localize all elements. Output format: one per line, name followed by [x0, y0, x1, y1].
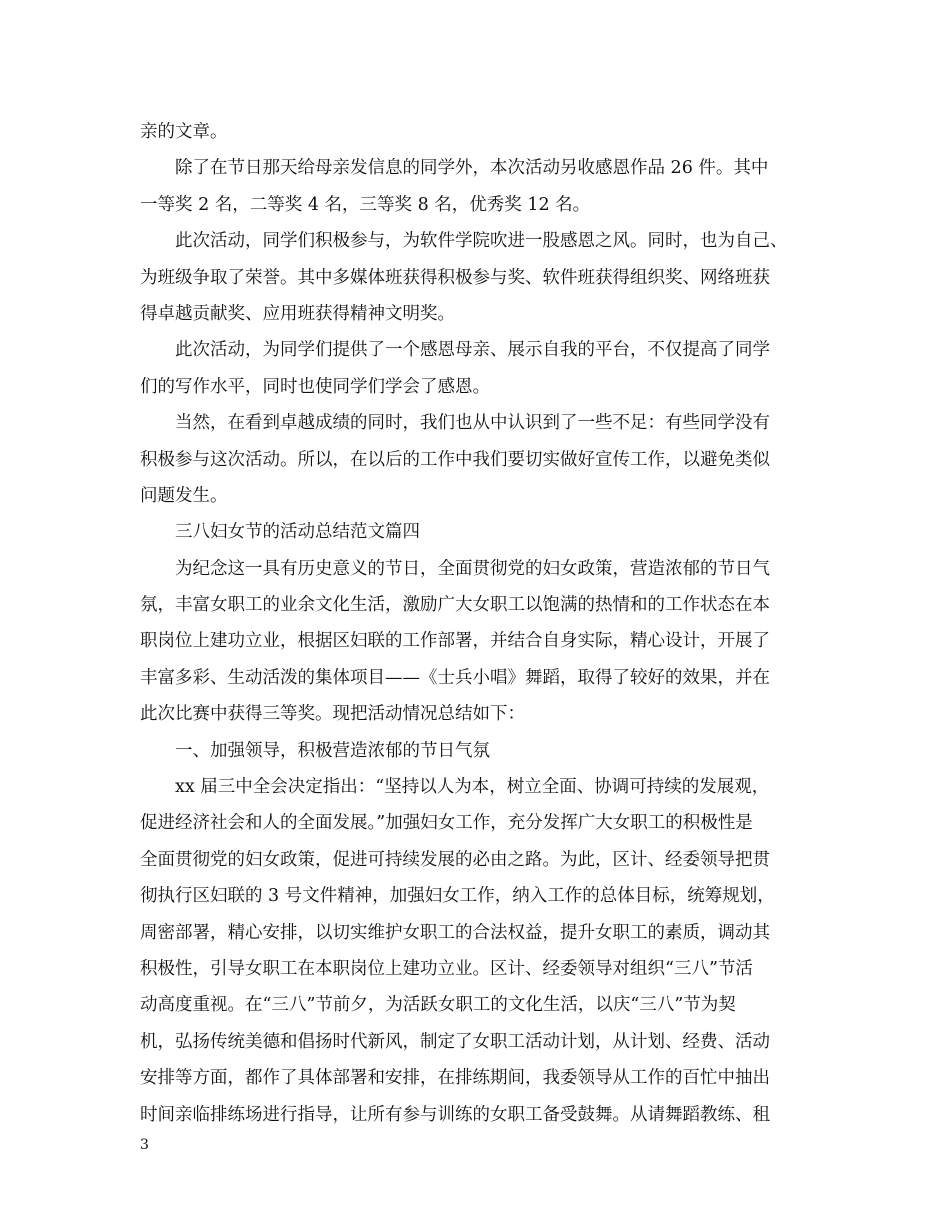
text-line: 彻执行区妇联的 3 号文件精神，加强妇女工作，纳入工作的总体目标，统筹规划，	[140, 886, 775, 907]
text-line: 此次比赛中获得三等奖。现把活动情况总结如下：	[140, 704, 525, 725]
text-line: 们的写作水平，同时也使同学们学会了感恩。	[140, 376, 490, 397]
text-line: 氛，丰富女职工的业余文化生活，激励广大女职工以饱满的热情和的工作状态在本	[140, 595, 770, 616]
section-heading: 三八妇女节的活动总结范文篇四	[175, 522, 420, 543]
text-line: 积极性，引导女职工在本职岗位上建功立业。区计、经委领导对组织“三八”节活	[140, 958, 753, 979]
text-line: 安排等方面，都作了具体部署和安排，在排练期间，我委领导从工作的百忙中抽出	[140, 1068, 770, 1089]
text-line: 一等奖 2 名，二等奖 4 名，三等奖 8 名，优秀奖 12 名。	[140, 194, 591, 215]
text-line: 丰富多彩、生动活泼的集体项目——《士兵小唱》舞蹈，取得了较好的效果，并在	[140, 667, 770, 688]
text-line: 问题发生。	[140, 485, 228, 506]
text-line: 为班级争取了荣誉。其中多媒体班获得积极参与奖、软件班获得组织奖、网络班获	[140, 267, 770, 288]
text-line: 职岗位上建功立业，根据区妇联的工作部署，并结合自身实际，精心设计，开展了	[140, 631, 770, 652]
text-line: 除了在节日那天给母亲发信息的同学外，本次活动另收感恩作品 26 件。其中	[175, 158, 769, 179]
text-line: 促进经济社会和人的全面发展。”加强妇女工作，充分发挥广大女职工的积极性是	[140, 813, 753, 834]
text-line: 时间亲临排练场进行指导，让所有参与训练的女职工备受鼓舞。从请舞蹈教练、租	[140, 1104, 770, 1125]
text-line: 积极参与这次活动。所以，在以后的工作中我们要切实做好宣传工作，以避免类似	[140, 449, 770, 470]
text-line: 此次活动，为同学们提供了一个感恩母亲、展示自我的平台，不仅提高了同学	[175, 340, 770, 361]
text-line: xx 届三中全会决定指出：“坚持以人为本，树立全面、协调可持续的发展观，	[175, 777, 770, 798]
text-line: 此次活动，同学们积极参与，为软件学院吹进一股感恩之风。同时，也为自己、	[175, 231, 788, 252]
page-number: 3	[140, 1137, 149, 1153]
document-body	[140, 114, 820, 1133]
text-line: 当然，在看到卓越成绩的同时，我们也从中认识到了一些不足：有些同学没有	[175, 413, 770, 434]
text-line: 机，弘扬传统美德和倡扬时代新风，制定了女职工活动计划，从计划、经费、活动	[140, 1031, 770, 1052]
text-line: 亲的文章。	[140, 122, 228, 142]
section-heading: 一、加强领导，积极营造浓郁的节日气氛	[175, 740, 490, 761]
text-line: 动高度重视。在“三八”节前夕，为活跃女职工的文化生活，以庆“三八”节为契	[140, 995, 736, 1016]
text-line: 周密部署，精心安排，以切实维护女职工的合法权益，提升女职工的素质，调动其	[140, 922, 770, 943]
text-line: 为纪念这一具有历史意义的节日，全面贯彻党的妇女政策，营造浓郁的节日气	[175, 558, 770, 579]
text-line: 全面贯彻党的妇女政策，促进可持续发展的必由之路。为此，区计、经委领导把贯	[140, 849, 770, 870]
text-line: 得卓越贡献奖、应用班获得精神文明奖。	[140, 303, 455, 324]
